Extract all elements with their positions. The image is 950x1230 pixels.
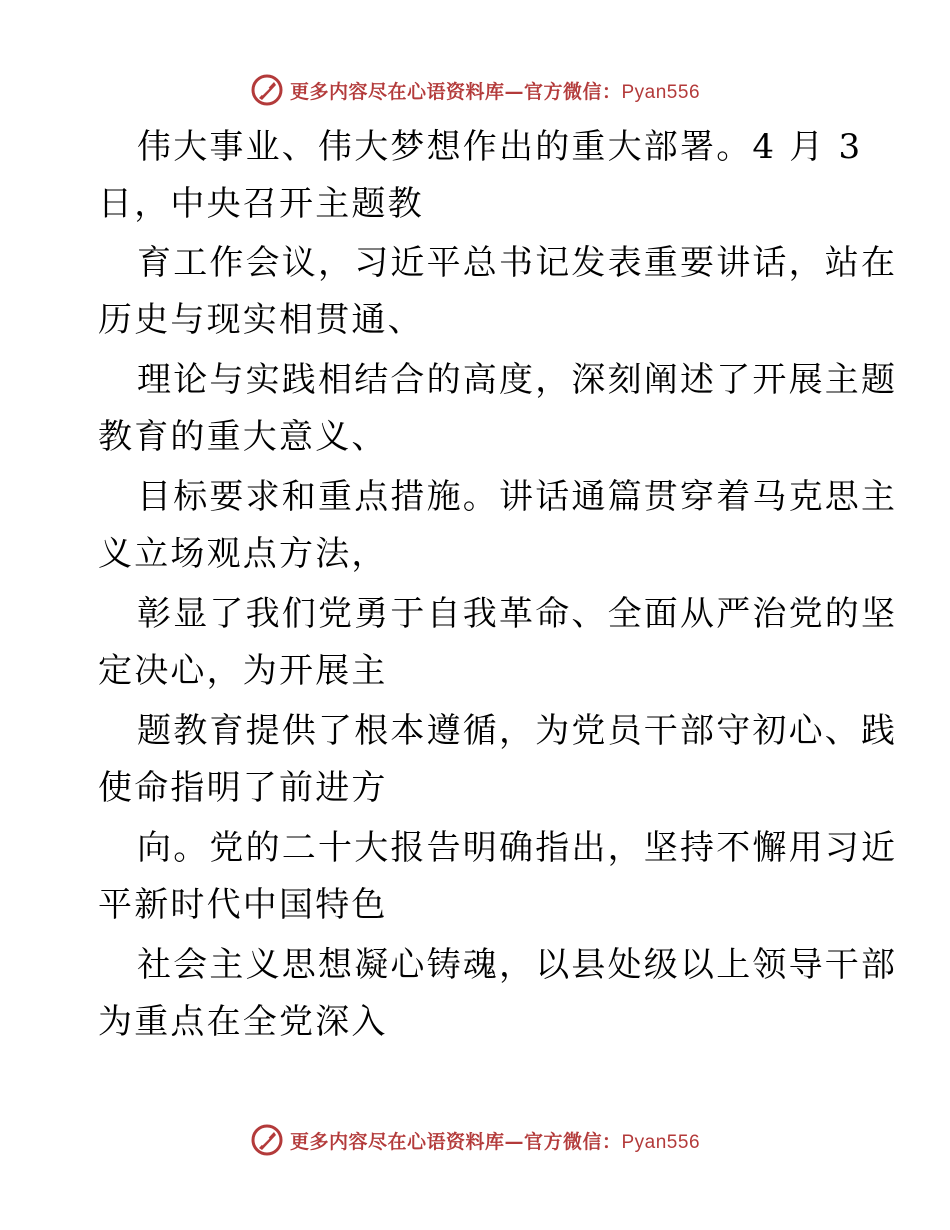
paragraph-line: 理论与实践相结合的高度，深刻阐述了开展主题 <box>137 360 898 400</box>
watermark-label: 更多内容尽在心语资料库—官方微信： <box>289 80 622 103</box>
paragraph-line: 目标要求和重点措施。讲话通篇贯穿着马克思主 <box>137 477 898 517</box>
paragraph-line: 题教育提供了根本遵循，为党员干部守初心、践 <box>137 711 898 751</box>
paragraph-line: 彰显了我们党勇于自我革命、全面从严治党的坚 <box>137 594 898 634</box>
paragraph-line: 历史与现实相贯通、 <box>98 300 424 340</box>
paragraph-line: 育工作会议，习近平总书记发表重要讲话，站在 <box>137 243 898 283</box>
paragraph-line: 定决心，为开展主 <box>98 651 388 691</box>
watermark-wechat-id: Pyan556 <box>621 1131 701 1153</box>
header-watermark <box>0 70 950 110</box>
paragraph-line: 使命指明了前进方 <box>98 768 388 808</box>
paragraph-line: 义立场观点方法， <box>98 534 388 574</box>
feather-pen-logo-icon <box>250 1123 284 1157</box>
paragraph-line: 平新时代中国特色 <box>98 885 388 925</box>
watermark-wechat-id: Pyan556 <box>621 81 701 103</box>
paragraph-line: 社会主义思想凝心铸魂，以县处级以上领导干部 <box>137 945 898 985</box>
watermark-text <box>290 1127 700 1154</box>
watermark-text <box>290 77 700 104</box>
footer-watermark <box>0 1120 950 1160</box>
paragraph-line: 伟大事业、伟大梦想作出的重大部署。4 月 3 <box>137 127 863 167</box>
paragraph-line: 教育的重大意义、 <box>98 417 388 457</box>
paragraph-line: 为重点在全党深入 <box>98 1002 388 1042</box>
watermark-label: 更多内容尽在心语资料库—官方微信： <box>289 1130 622 1153</box>
feather-pen-logo-icon <box>250 73 284 107</box>
paragraph-line: 向。党的二十大报告明确指出，坚持不懈用习近 <box>137 828 898 868</box>
paragraph-line: 日，中央召开主题教 <box>98 184 424 224</box>
